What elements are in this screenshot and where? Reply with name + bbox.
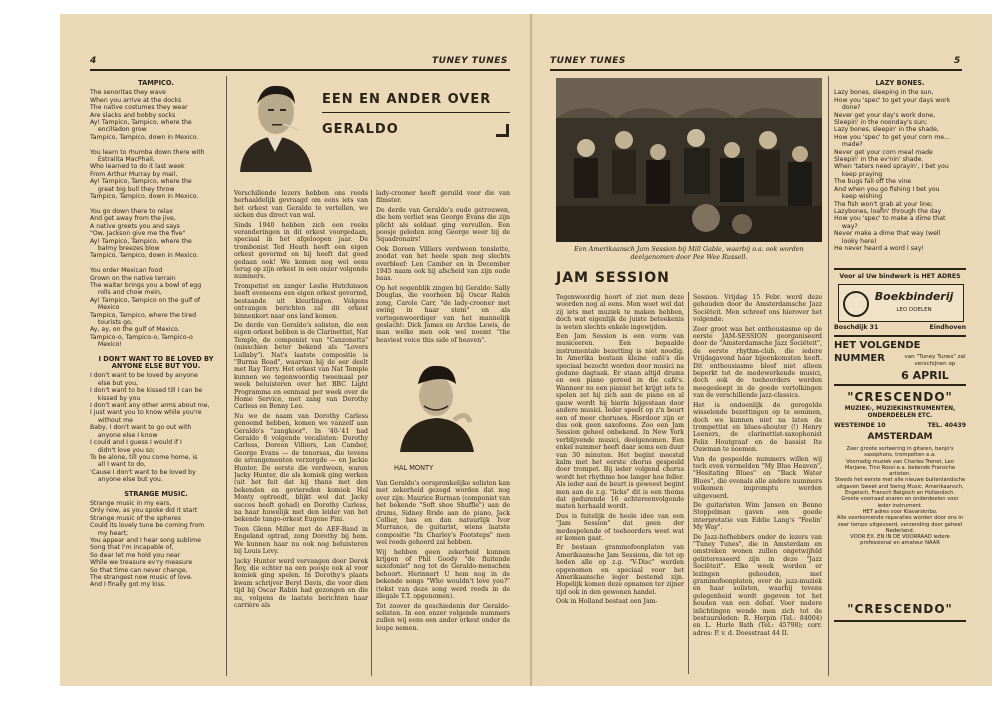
bindery-ad-logo: [838, 284, 964, 322]
article-paragraph: Toen Glenn Miller met de AEF-Band in Engeland optrad, zong Dorothy bij hem. We kunnen haar nu ook nog beluisteren bij Louis Levy.: [234, 525, 368, 556]
jam-article-column-2: [693, 294, 822, 674]
next-issue-text: van "Tuney Tunes" zal verschijnen op: [904, 354, 966, 367]
article-paragraph: Zeer groot was het enthousiasme op de eerste JAM-SESSION georganiseerd door de "Amsterdamsche Jazz Sociëteit", de eerste rhythm-club, die iedere Vrijdagavond haar bijeenkomsten heeft. Dit enthousiasme bleef niet alleen beperkt tot de medewerkende musici, doch ook de toehoorders werden meegesleept in de goede vertolkingen van de verschillende jazz-classics.: [693, 325, 822, 400]
song-block: [90, 491, 222, 589]
lazy-bones-lyrics: [834, 80, 966, 266]
crescendo-name: "CRESCENDO": [847, 390, 953, 404]
header-rule-left: [90, 69, 510, 71]
geraldo-article-column-1: [234, 190, 368, 676]
song-title: LAZY BONES.: [875, 80, 925, 87]
crescendo-description: MUZIEK-, MUZIEKINSTRUMENTEN, ONDERDEELEN ETC.: [844, 406, 956, 419]
title-ornament: [496, 124, 509, 137]
article-paragraph: De derde van Geraldo's oude getrouwen, die hem verliet was George Evans die zijn plicht als soldaat ging vervullen. Een poosje geleden zong George weer bij de Squadronairs!: [376, 206, 510, 244]
bindery-name: Boekbinderij: [874, 290, 954, 303]
bindery-street: Boschdijk 31: [834, 324, 879, 331]
song-lyrics: I don't want to be loved by anyone else but you, I don't want to be kissed till I can be kissed by you I don't want any other arms about me, I just want you to know while you're without me Baby, I don't want to go out with anyone else I know I could and I guess I would if I didn't love you so; To be alone, till you come home, is all I want to do, 'Cause I don't want to be loved by anyone else but you.: [90, 372, 210, 484]
song-title: STRANGE MUSIC.: [124, 489, 188, 498]
photo-caption-hal-monty: HAL MONTY: [394, 464, 434, 472]
crescendo-footer: "CRESCENDO": [847, 602, 953, 616]
column-divider: [371, 190, 372, 676]
article-paragraph: Ook in Holland bestaat een Jam-: [556, 598, 658, 606]
song-block: [90, 356, 222, 484]
right-page: [532, 14, 992, 686]
article-paragraph: lady-crooner heeft geruild voor die van filmster.: [376, 190, 510, 205]
article-title-jam-session: JAM SESSION: [556, 270, 670, 286]
ad-divider: [834, 335, 966, 337]
geraldo-article-column-2-bottom: [376, 480, 510, 676]
article-paragraph: De guitaristen Wim Jansen en Benno Stoppelman gaven een goede interpretatie van Eddie Lang's "Feelin' My Way".: [693, 501, 822, 532]
song-lyrics: The senoritas they wave When you arrive at the docks The native costumes they wear Are slacks and bobby socks Ay! Tampico, Tampico, where the encilladon grow Tampico, Tampico, down in Mexico. You learn to rhumba down there with Estralita MacPhail, Who learned to do it last week From Arthur Murray by mail, Ay! Tampico, Tampico, where the great big bull they throw Tampico, Tampico, down in Mexico. You go down there to relax And get away from the jive, A native greets you and says "Ow, Jackson give me the five" Ay! Tampico, Tampico, where the balmy breezes blow Tampico, Tampico, down in Mexico. You order Mexican food Grown on the native terrain The waiter brings you a bowl of egg rolls and chow mein, Ay! Tampico, Tampico on the gulf of Mexico Tampico, Tampico, where the tired tourists go, Ay, ay, on the gulf of Mexico. Tampico-o, Tampico-o, Tampico-o Mexico!: [90, 89, 205, 349]
bindery-owner: LEO DOELEN: [896, 307, 932, 313]
photo-caption-jam-session: Een Amerikaansch Jam Session bij Mill Gable, waarbij o.a. ook worden deelgenomen door Pee Wee Russell.: [574, 245, 804, 261]
bindery-ad-tagline: Voor al Uw bindwerk is HET ADRES: [839, 273, 961, 280]
ad-divider: [834, 384, 966, 386]
hal-monty-photo: [394, 360, 480, 452]
jam-session-photo: [556, 78, 822, 242]
column-divider: [226, 76, 227, 676]
page-number-right: 5: [954, 56, 961, 66]
article-paragraph: Dus is feitelijk de heele idee van een "Jam Session" dat geen der medespelende of toehoorders weet wat er komen gaat.: [556, 512, 684, 542]
article-paragraph: Nu we de naam van Dorothy Carless genoemd hebben, komen we vanzelf aan Geraldo's "zangkoor". In '40-'41 had Geraldo 6 volgende vocalisten: Dorothy Carless, Doreen Villiers, Len Camber, George Evans — de tenorsax, die tevens de arrangementen verzorgde — en Jackie Hunter. De eerste die verdween, waren Jacky Hunter, die als komiek ging werken (uit het feit dat hij thans met den bekenden en geviereden komiek Hal Monty optreedt, blijkt wel dat Jacky succes heeft gehad) en Dorothy Carless, na haar huwelijk met den leider van het bekende tango-orkest Eugene Pini.: [234, 412, 368, 524]
song-lyrics-column: [90, 80, 222, 674]
crescendo-city: AMSTERDAM: [867, 432, 933, 442]
article-paragraph: Jacky Hunter werd vervangen door Derek Roy, die echter na een poosje ook al voor komiek ging spelen. In Dorothy's plaats kwam schrijver Beryl Davis, die voor dien tijd bij Oscar Rabin had gezongen en die nu, volgens de laatste berichten haar carrière als: [234, 557, 368, 609]
jam-article-column-1: [556, 294, 684, 674]
bindery-city: Eindhoven: [929, 324, 966, 331]
article-paragraph: Sinds 1940 hebben zich een reeks veranderingen in dit orkest voorgedaan, speciaal in het afgeloopen jaar. De trombonist Ted Heath heeft een eigen orkest gevormd en hij heeft dat goed gedaan ook! We komen nog wel eens terug op zijn orkest in een onzer volgende nummers.: [234, 221, 368, 281]
song-block: [90, 80, 222, 349]
article-paragraph: Wij hebben geen zekerheid kunnen krijgen of Phil Goody "de fluitende saxofonist" nog tot de Geraldo-menschen behoort. Herinnert U hem nog in de bekende songs "Who wouldn't love you?" (tekst van deze song werd reeds in de illegale T.T. opgenomen).: [376, 548, 510, 601]
song-title: I DON'T WANT TO BE LOVED BY ANYONE ELSE BUT YOU.: [98, 354, 214, 371]
article-title-line1: EEN EN ANDER OVER: [322, 92, 492, 107]
crescendo-body: Zeer groote sorteering in gitaren, banjo's saxophons, trompetten e.a. Voorradig muziek van Charles Trenet, Leo Marjane, Tino Rossi e.a. bekende Fransche artisten. Steeds het eerste met alle nieuwe buitenlandsche uitgaven Sweet and Swing Music, Amerikaansch, Engelsch, Fransch Belgisch en Hollandsch. Groote voorraad snaren en onderdeelen voor ieder instrument. HET adres voor Klavarskribo. Alle voorkomende reparaties worden door ons in zeer tempo uitgevoerd, verzending door geheel Nederland. VOOR EX. EN IN DE VOORRAAD iedere professional en amateur NAAR: [834, 446, 966, 547]
next-issue-date: 6 APRIL: [901, 369, 949, 382]
crescendo-street: WESTEINDE 10: [834, 422, 886, 429]
article-paragraph: Het is ondoenlijk de geregelde wisselende bezettingen op te sommen, doch we kunnen niet na laten de trompettist en blues-shouter (!) Henry Leeners, de clarinettist-saxophonist Felix Houtgraaf en de bassist Ite Ouwman te noemen.: [693, 401, 822, 454]
geraldo-portrait: [232, 74, 318, 172]
header-rule-right: [550, 69, 962, 71]
article-title-line2: GERALDO: [322, 122, 399, 137]
ad-divider: [834, 268, 966, 270]
page-number-left: 4: [90, 56, 97, 66]
next-issue-heading-2: NUMMER: [834, 353, 885, 364]
article-paragraph: Tot zoover de geschiedenis der Geraldo-solisten. In een onzer volgende nummers zullen wij eens een ander orkest onder de loupe nemen.: [376, 602, 510, 632]
article-paragraph: De Jazz-liefhebbers onder de lezers van "Tuney Tunes", die in Amsterdam en omstreken wonen zullen ongetwijfeld geïnteresseerd zijn in deze "Jazz Sociëteit". Elke week worden er lezingen gehouden, met grammofoonplaten, over de jazz-muziek en haar solisten, waarbij tevens gelegenheid wordt gegeven tot het houden van een debat. Voor nadere inlichtingen wende men zich tot de bestuursleden: R. Herpin (Tel.: 84004) en L. Hurle Bath (Tel.: 45798); corr. adres: P. v. d. Doesstraat 44 II.: [693, 533, 822, 637]
article-paragraph: Er bestaan grammofoonplaten van Amerikaansche Jam Sessions, die tot op heden alle op z.g. "V-Disc" werden opgenomen en speciaal voor het Amerikaansche leger bestemd zijn. Hopelijk komen deze opnamen ter zijner tijd ook in den gewonen handel.: [556, 544, 684, 596]
ad-divider: [834, 620, 966, 622]
geraldo-article-column-2-top: [376, 190, 510, 352]
article-paragraph: De derde van Geraldo's solisten, die een eigen orkest hebben is de Clarinettist, Nat Temple, de componist van "Canzonetta" (misschien beter bekend als "Lovers Lullaby"). Nat's laatste compositie is "Burma Road", waarvan hij de eer deelt met Ray Terry. Het orkest van Nat Temple kunnen we tegenwoordig tweemaal per week beluisteren over het BBC Light Programma en eenmaal per week over de Home Service, met zang van Dorothy Carless en Benny Lee.: [234, 321, 368, 411]
article-paragraph: Tegenwoordig hoort of ziet men deze woorden nog al eens. Men weet wel dat zij iets met muziek te maken hebben, doch wat eigenlijk de juiste beteekenis is weten slechts enkele ingewijden.: [556, 294, 684, 331]
column-divider: [828, 76, 829, 676]
song-title: TAMPICO.: [138, 80, 174, 87]
left-page: [60, 14, 530, 686]
running-title-right: TUNEY TUNES: [550, 56, 626, 66]
article-paragraph: Van de gespeelde nummers willen wij toch even vermelden "My Blue Heaven", "Hesitating Blues" en "Back Water Blues", die evenals alle andere nummers volkomen impromptu werden uitgevoerd.: [693, 455, 822, 500]
article-paragraph: Trompetist en zanger Leslie Hutchinson heeft eveneens een eigen orkest gevormd, bestaande uit kleurlingen. Volgens ontvangen berichten zal dit orkest binnenkort naar ons land komen.: [234, 282, 368, 320]
article-paragraph: Een Jam Session is een vorm van musiceeren. Een bepaalde instrumentale bezetting is niet noodig. In Amerika bestaan kleine café's die speciaal bezocht worden door musici na gedane dagtaak. Er staan altijd drums en een piano gereed in die café's. Wanneer nu een pianist het krijgt iets te spelen zet hij zich aan de piano en al gauw wordt hij hierin bijgestaan door andere musici. Ieder speelt op z'n beurt een of meer choruses. Hierdoor zijn er dus ook geen saxofoons. Zoo een Jam Session geheel onbekend. In New York verblijvende musici, deelgenomen. Een enkel nummer heeft daar soms een duur van 30 minuten. Het begint meestal kalm met het eerste chorus gespeeld door trompet. Bij ieder volgend chorus wordt het rhythme hoe langer hoe feller. Als ieder aan de beurt is geweest begint men aan de z.g. "licks" dit is een thema dat gedurende 16 achtereenvolgende maten herhaald wordt.: [556, 333, 684, 511]
article-paragraph: Van Geraldo's oorspronkelijke solisten kan met zekerheid gezegd worden dat nog over zijn: Maurice Burman (componist van het bekende "Soft shoe Shuffle") aan de drums, Sidney Bride aan de piano, Jack Collier, bas en dan natuurlijk Ivor Murrance, de guitarist, wiens laatste compositie "In Charley's Footsteps" men wel reeds gehoord zal hebben.: [376, 480, 510, 547]
running-title-left: TUNEY TUNES: [432, 56, 508, 66]
crescendo-phone: TEL. 40439: [927, 422, 966, 429]
next-issue-heading: HET VOLGENDE: [834, 340, 921, 351]
book-icon: [843, 291, 869, 317]
song-lyrics: Strange music in my ears, Only now, as you spoke did it start Strange music of the spheres Could its lovely tune be coming from my heart; You appear and I hear song sublime Song that I'm incapable of, So dear let me hold you near While we treasure ev'ry measure So that time can never change, The strangest now music of love. And I finally got my kiss.: [90, 499, 205, 589]
magazine-spread: [60, 14, 992, 686]
article-paragraph: Session. Vrijdag 15 Febr. werd deze gehouden door de Amsterdamsche Jazz Sociëteit. Men schreef ons hierover het volgende:: [693, 294, 822, 324]
song-lyrics: Lazy bones, sleeping in the sun, How you 'spec' to get your days work done? Never get your day's work done, Sleepin' in the noonday's sun; Lazy bones, sleepin' in the shade, How you 'spec' to get your corn me... made? Never get your corn meal made Sleepin' in the ev'nin' shade. When 'taters need sprayin', I bet you keep praying The bugs fall off the vine And when you go fishing I bet you keep wishing The fish won't grab at your line; Lazybones, loafin' through the day How you 'spec' to make a dime that way? Never make a dime that way (well looky here) He never heard a word I say!: [834, 89, 951, 252]
article-paragraph: Ook Doreen Villiers verdween tenslotte, zoodat van het heele span nog slechts overbleef: Len Camber en in December 1945 naam ook hij afscheid van zijn oude baas.: [376, 245, 510, 283]
article-paragraph: Op het oogenblik zingen bij Geraldo: Sally Douglas, die voorheen bij Oscar Rabin zong, Carole Carr, "de lady-crooner met swing in haar stem" en als vertegenwoordiger van het mannelijk geslacht: Dick James en Archie Lewis, de man welke men ook wel noemt "the heaviest voice this side of heaven".: [376, 284, 510, 344]
column-divider: [688, 292, 689, 674]
title-underline: [322, 112, 510, 113]
article-paragraph: Verschillende lezers hebben ons reeds herhaaldelijk gevraagd om eens iets van het orkest van Geraldo te vertellen, we sicken dus direct van wal.: [234, 190, 368, 220]
